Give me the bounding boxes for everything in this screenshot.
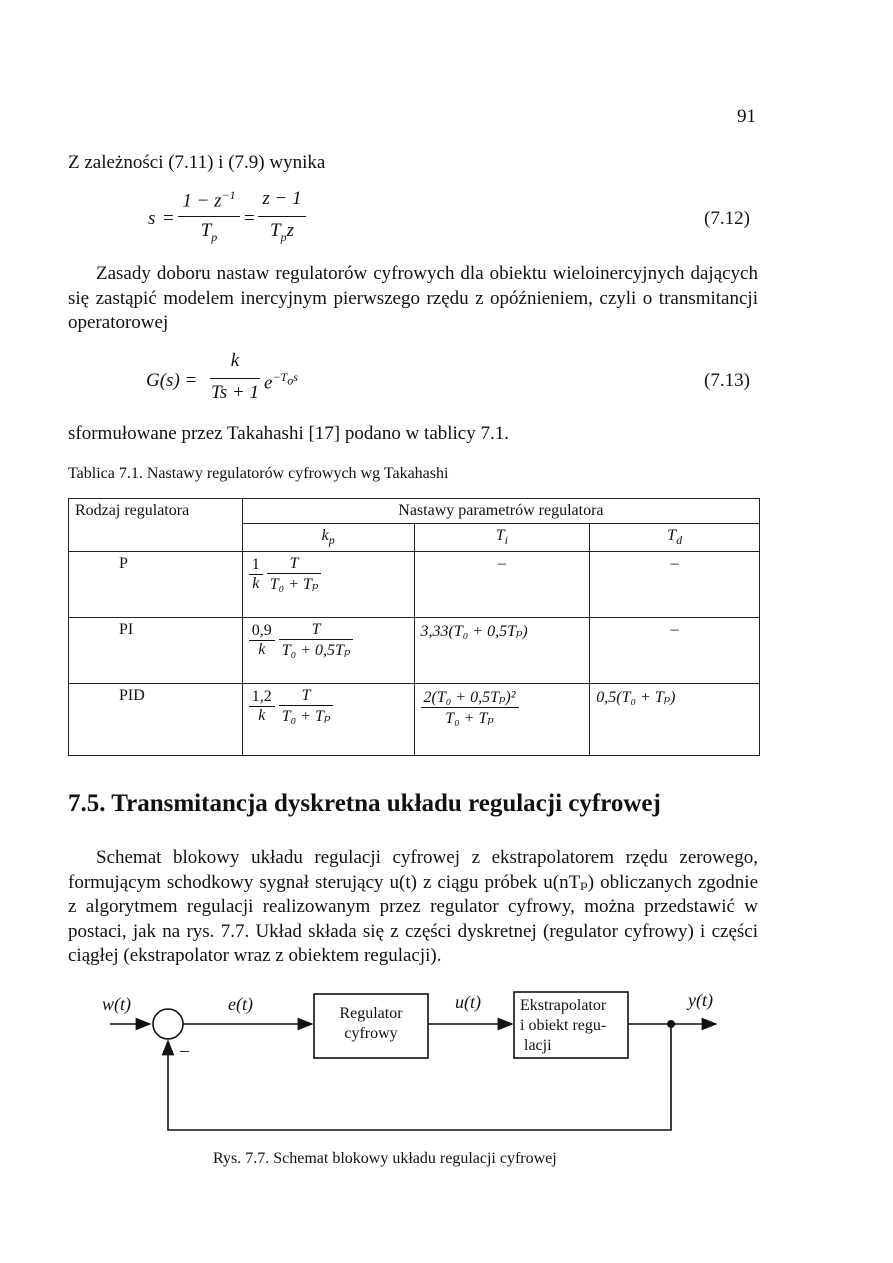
table-row — [69, 618, 760, 684]
eq713-num: k — [230, 350, 240, 371]
eq712-lhs: s — [148, 208, 156, 229]
eq712-frac1-num: $1 - z^{-1}$ — [182, 188, 236, 212]
row-pid-kp: $\frac{1,2}{k}$ $\frac{T}{\text{T₀ + Tₚ}}$ — [242, 684, 414, 756]
label-e: e(t) — [228, 994, 253, 1014]
eq712-eq2: = — [244, 208, 255, 229]
figure-caption: Rys. 7.7. Schemat blokowy układu regulacji cyfrowej — [213, 1150, 557, 1167]
eq712-label: (7.12) — [704, 208, 750, 229]
table-row — [69, 684, 760, 756]
row-p-type: P — [69, 552, 243, 618]
row-pi-kp: $\frac{0,9}{k}$ $\frac{T}{\text{T₀ + 0,5Tₚ}}$ — [242, 618, 414, 684]
row-pid-type: PID — [69, 684, 243, 756]
label-minus: – — [180, 1040, 189, 1060]
eq712-frac2-num: z − 1 — [262, 188, 302, 209]
eq712-frac1-bar — [178, 216, 240, 217]
header-params: Nastawy parametrów regulatora — [242, 499, 759, 524]
row-pi-td: – — [590, 618, 760, 684]
para-takahashi: sformułowane przez Takahashi [17] podano w tablicy 7.1. — [68, 423, 509, 444]
eq712-frac1-den: $T_p$ — [200, 220, 218, 244]
row-p-kp: $\frac{1}{k}$ $\frac{T}{\text{T₀ + Tₚ}}$ — [242, 552, 414, 618]
block-diagram — [0, 980, 893, 1150]
table-caption: Tablica 7.1. Nastawy regulatorów cyfrowych wg Takahashi — [68, 465, 449, 482]
table-row — [69, 552, 760, 618]
para-schemat: Schemat blokowy układu regulacji cyfrowej z ekstrapolatorem rzędu zerowego, formującym schodkowy sygnał sterujący u(t) z ciągu próbek u(nTₚ) obliczanych zgodnie z algorytmem regulacji realizowanym przez regulator cyfrowy, można przedstawić w postaci, jak na rys. 7.7. Układ składa się z części dyskretnej (regulator cyfrowy) i części ciągłej (ekstrapolator wraz z obiektem regulacji). — [68, 847, 758, 966]
section-title: 7.5. Transmitancja dyskretna układu regulacji cyfrowej — [68, 790, 661, 817]
para-zasady: Zasady doboru nastaw regulatorów cyfrowych dla obiektu wieloinercyjnych dających się zastąpić modelem inercyjnym pierwszego rzędu z opóźnieniem, czyli o transmitancji operatorowej — [68, 263, 758, 333]
label-w: w(t) — [102, 994, 131, 1014]
regulator-label: Regulator cyfrowy — [339, 1005, 403, 1042]
row-pid-td: 0,5(T₀ + Tₚ) — [590, 684, 760, 756]
eq713-den: Ts + 1 — [210, 382, 260, 403]
label-u: u(t) — [455, 992, 481, 1012]
eq713-label: (7.13) — [704, 370, 750, 391]
eq713-exp: $e^{-T_os}$ — [264, 370, 298, 394]
eq712-eq1: = — [163, 208, 174, 229]
page-number: 91 — [737, 106, 756, 127]
eq712-frac2-den: $T_pz$ — [270, 220, 294, 244]
eq713-bar — [210, 378, 260, 379]
plant-label: Ekstrapolator i obiekt regu- lacji — [520, 997, 607, 1054]
header-type: Rodzaj regulatora — [69, 499, 243, 552]
label-y: y(t) — [688, 990, 713, 1010]
table-header-row — [69, 499, 760, 524]
header-td: $T_d$ — [590, 524, 760, 552]
settings-table — [68, 498, 760, 756]
summing-junction — [153, 1009, 183, 1039]
header-ti: $T_i$ — [414, 524, 590, 552]
intro-text: Z zależności (7.11) i (7.9) wynika — [68, 152, 326, 173]
row-p-td: – — [590, 552, 760, 618]
row-pi-type: PI — [69, 618, 243, 684]
row-pid-ti: $\frac{\text{2(T₀ + 0,5Tₚ)²}}{\text{T₀ + Tₚ}}$ — [414, 684, 590, 756]
eq713-lhs: G(s) = — [146, 370, 198, 391]
header-kp: $k_p$ — [242, 524, 414, 552]
row-p-ti: – — [414, 552, 590, 618]
row-pi-ti: 3,33(T₀ + 0,5Tₚ) — [414, 618, 590, 684]
eq712-frac2-bar — [258, 216, 306, 217]
